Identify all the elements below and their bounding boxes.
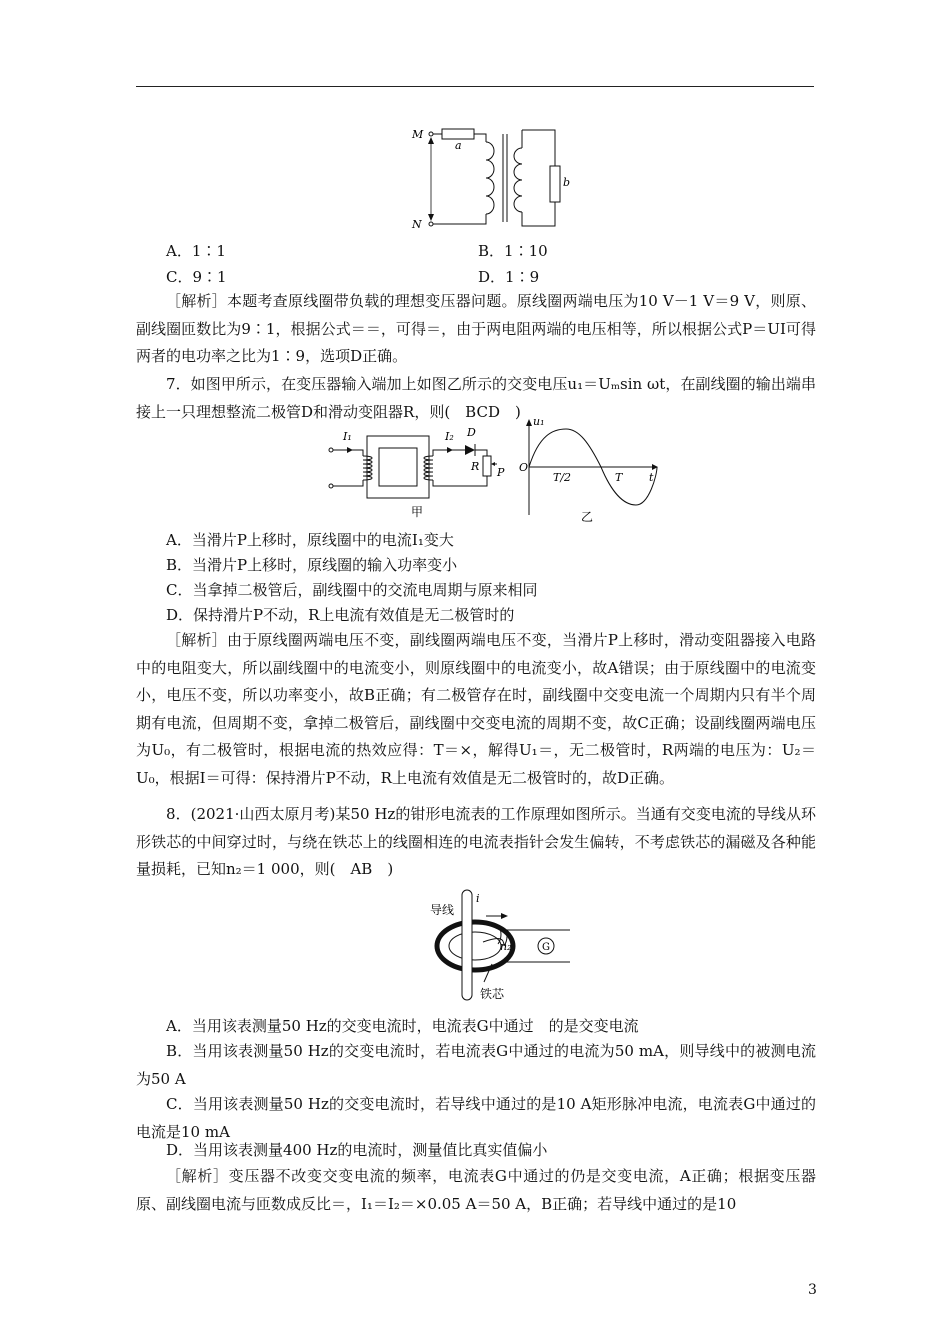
q6-analysis <box>136 288 816 371</box>
label-o: O <box>519 461 529 474</box>
label-t-axis: t <box>649 471 654 484</box>
q7-stem: 7．如图甲所示，在变压器输入端加上如图乙所示的交变电压u₁＝Uₘsin ωt，在副线圈的输出端串接上一只理想整流二极管D和滑动变阻器R，则( BCD ) <box>136 375 816 421</box>
q6-transformer-figure <box>410 124 570 232</box>
q8-clamp-meter-figure <box>420 886 570 1004</box>
label-r: R <box>471 460 480 473</box>
q8-option-d: D．当用该表测量400 Hz的电流时，测量值比真实值偏小 <box>166 1141 548 1159</box>
q6-option-a: A．1∶1 <box>166 242 226 260</box>
label-core: 铁芯 <box>480 987 505 1001</box>
q6-option-d: D．1∶9 <box>478 268 540 286</box>
label-t-half: T/2 <box>553 471 572 484</box>
q8-stem: 8．(2021·山西太原月考)某50 Hz的钳形电流表的工作原理如图所示。当通有交变电流的导线从环形铁芯的中间穿过时，与绕在铁芯上的线圈相连的电流表指针会发生偏转，不考虑铁芯的漏磁及各种能量损耗，已知n₂＝1 000，则( AB ) <box>136 805 816 878</box>
label-wire: 导线 <box>430 903 455 917</box>
label-i: i <box>476 892 480 905</box>
q6-analysis-text: 本题考查原线圈带负载的理想变压器问题。原线圈两端电压为10 V－1 V＝9 V，则原、副线圈匝数比为9∶1，根据公式＝＝，可得＝，由于两电阻两端的电压相等，所以根据公式P＝UI可得两者的电功率之比为1∶9，选项D正确。 <box>136 292 816 365</box>
label-g: G <box>542 942 550 953</box>
header-rule <box>136 86 814 87</box>
q8-option-a: A．当用该表测量50 Hz的交变电流时，电流表G中通过 的是交变电流 <box>166 1017 639 1035</box>
q7-analysis <box>136 627 816 792</box>
caption-yi: 乙 <box>581 510 594 524</box>
q8-analysis <box>136 1163 816 1218</box>
q7-figure-jia <box>325 420 510 520</box>
label-m: M <box>412 128 424 141</box>
label-a: a <box>455 139 462 152</box>
analysis-tag: ［解析］ <box>166 292 228 310</box>
q7-analysis-text: 由于原线圈两端电压不变，副线圈两端电压不变，当滑片P上移时，滑动变阻器接入电路中的电阻变大，所以副线圈中的电流变小，则原线圈中的电流变小，故A错误；由于原线圈中的电流变小，电压不变，所以功率变小，故B正确；有二极管存在时，副线圈中交变电流一个周期内只有半个周期有电流，但周期不变，拿掉二极管后，副线圈中交变电流的周期不变，故C正确；设副线圈两端电压为U₀，有二极管时，根据电流的热效应得：T＝×，解得U₁＝，无二极管时，R两端的电压为：U₂＝U₀，根据I＝可得：保持滑片P不动，R上电流有效值是无二极管时的，故D正确。 <box>136 631 816 787</box>
q7-option-b: B．当滑片P上移时，原线圈的输入功率变小 <box>166 556 458 574</box>
label-n2: n₂ <box>500 940 512 953</box>
q6-option-b: B．1∶10 <box>478 242 548 260</box>
caption-jia: 甲 <box>411 505 424 519</box>
label-d: D <box>467 426 476 439</box>
q8-option-c: C．当用该表测量50 Hz的交变电流时，若导线中通过的是10 A矩形脉冲电流，电流表G中通过的电流是10 mA <box>136 1095 816 1141</box>
label-u1: u₁ <box>533 415 545 428</box>
page-number: 3 <box>808 1282 817 1298</box>
q8-option-b: B．当用该表测量50 Hz的交变电流时，若电流表G中通过的电流为50 mA，则导线中的被测电流为50 A <box>136 1042 816 1088</box>
label-n: N <box>412 218 422 231</box>
q8-analysis-text: 变压器不改变交变电流的频率，电流表G中通过的仍是交变电流，A正确；根据变压器原、副线圈电流与匝数成反比＝，I₁＝I₂＝×0.05 A＝50 A，B正确；若导线中通过的是10 <box>136 1167 816 1213</box>
label-t-full: T <box>615 471 623 484</box>
analysis-tag: ［解析］ <box>166 1167 229 1185</box>
label-p: P <box>497 466 505 479</box>
analysis-tag: ［解析］ <box>166 631 227 649</box>
q7-option-c: C．当拿掉二极管后，副线圈中的交流电周期与原来相同 <box>166 581 538 599</box>
q7-option-a: A．当滑片P上移时，原线圈中的电流I₁变大 <box>166 531 454 549</box>
label-i2: I₂ <box>445 430 454 443</box>
q7-figure-yi <box>515 415 660 525</box>
q6-option-c: C．9∶1 <box>166 268 227 286</box>
q7-option-d: D．保持滑片P不动，R上电流有效值是无二极管时的 <box>166 606 515 624</box>
label-i1: I₁ <box>343 430 352 443</box>
label-b: b <box>563 176 570 189</box>
